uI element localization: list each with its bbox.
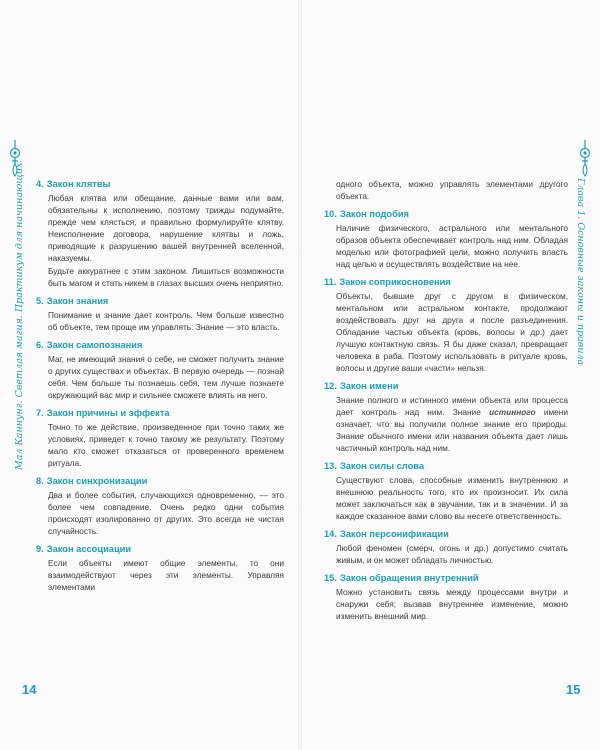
law-title: Закон ассоциации [46,544,132,554]
law-number: 14. [324,529,337,539]
law-number: 6. [36,340,44,350]
law-heading [324,276,568,288]
law-10 [324,208,568,270]
law-12 [324,380,568,454]
paragraph: Существуют слова, способные изменить внутреннюю и внешнюю реальность того, кто их произносит. Их сила может заключаться как в звучании, так и в значении. И за каждое сказанное вами слово вы несете ответственность. [336,475,568,521]
law-body [36,309,284,333]
law-15 [324,572,568,622]
right-column [324,178,568,628]
law-title: Закон персонификации [339,529,449,539]
law-8 [36,475,284,537]
law-14 [324,528,568,566]
law-heading [324,208,568,220]
law-heading [324,380,568,392]
law-heading [324,572,568,584]
law-body [324,394,568,454]
law-7 [36,407,284,469]
law-5 [36,295,284,333]
running-header-left: Мал Каннунг. Светлая магия. Практикум для начинающих [14,162,25,470]
paragraph: Понимание и знание дает контроль. Чем больше известно об объекте, тем проще им управлять. Знание — это власть. [48,310,284,332]
law-number: 10. [324,209,337,219]
law-heading [36,178,284,190]
paragraph: Точно то же действие, произведенное при точно таких же условиях, приведет к точно такому же результату. Поэтому мало кто сможет отказаться от проверенного временем ритуала. [48,422,284,468]
page-number-left: 14 [22,682,37,697]
law-body [36,353,284,401]
law-body [36,421,284,469]
left-column [36,178,284,599]
law-number: 5. [36,296,44,306]
law-13 [324,460,568,522]
paragraph: Наличие физического, астрального или ментального образов объекта обеспечивает контроль над ним. Обладая моделью или фотографией цели, можно получить власть над целью и осуществлять воздействие на нее. [336,223,568,269]
law-body [324,542,568,566]
law-title: Закон обращения внутренний [339,573,479,583]
law-number: 13. [324,461,337,471]
law-body [324,586,568,622]
law-9 [36,543,284,593]
paragraph: Маг, не имеющий знания о себе, не сможет получить знание о других существах и объектах. В первую очередь — познай себя. Чем больше ты познаешь себя, тем лучше познаете окружающий вас мир и сильнее сможете влиять на него. [48,354,284,400]
paragraph [336,394,568,454]
law-heading [324,460,568,472]
law-4 [36,178,284,289]
law-title: Закон синхронизации [46,476,148,486]
law-title: Закон подобия [339,209,409,219]
text-run: Знание полного и истинного имени объекта или процесса дает контроль над ним. Знание [336,395,568,417]
paragraph: Любая клятва или обещание, данные вами или вам, обязательны к исполнению, поэтому трижды подумайте, прежде чем клясться, и правильно формулируйте клятву. Неисполнение договора, нарушение клятвы и ложь, приводящие к разрушению вашей внутренней вселенной, наказуемы. [48,193,284,263]
law-title: Закон самопознания [46,340,143,350]
law-title: Закон силы слова [339,461,425,471]
law-title: Закон причины и эффекта [46,408,170,418]
law-title: Закон клятвы [46,179,111,189]
law-number: 15. [324,573,337,583]
page-number-right: 15 [566,682,581,697]
law-number: 8. [36,476,44,486]
law-11 [324,276,568,374]
law-body [324,222,568,270]
book-gutter [298,0,302,750]
law-number: 9. [36,544,44,554]
law-body [36,192,284,289]
law-number: 4. [36,179,44,189]
paragraph: Можно установить связь между процессами внутри и снаружи себя; вызвав внутреннее изменение, можно изменить внешний мир. [336,587,568,621]
text-run: имени означает, что вы получили полное знание его природы. Знание обычного имени или названия объекта дает лишь частичный контроль над ним. [336,407,568,453]
law-body [324,290,568,374]
law-number: 7. [36,408,44,418]
emphasis-text: истинного [489,407,536,417]
running-header-right: Глава 1. Основные законы и правила [575,178,586,366]
law-6 [36,339,284,401]
law-heading [36,339,284,351]
law-body [36,489,284,537]
paragraph: Любой феномен (смерч, огонь и др.) допустимо считать живым, и он может обладать личностью. [336,543,568,565]
law-body [36,557,284,593]
paragraph: Два и более события, случающихся одновременно, — это более чем совпадение. Очень редко одни события происходят изолированно от других. Это всегда не чистая случайность. [48,490,284,536]
law-heading [324,528,568,540]
law-number: 12. [324,381,337,391]
law-title: Закон знания [46,296,109,306]
law-number: 11. [324,277,337,287]
law-heading [36,475,284,487]
paragraph: Объекты, бывшие друг с другом в физическом, ментальном или астральном контакте, продолжают воздействовать друг на друга и после разъединения. Обладание частью объекта (кровь, волосы и др.) дает лучшую контактную связь. Я бы даже сказал, превращает человека в раба. Поэтому использовать в ритуале кровь, волосы и другие ваши «части» нельзя. [336,291,568,373]
law-heading [36,295,284,307]
continued-paragraph: одного объекта, можно управлять элементами другого объекта. [336,179,568,201]
paragraph: Если объекты имеют общие элементы, то они взаимодействуют через эти элементы. Управляя элементами [48,558,284,592]
law-heading [36,407,284,419]
law-title: Закон имени [339,381,399,391]
paragraph: Будьте аккуратнее с этим законом. Лишиться возможности быть магом и стать никем в глазах высших очень неприятно. [48,266,284,288]
law-heading [36,543,284,555]
scroll-ornament-icon [579,140,591,180]
law-title: Закон соприкосновения [339,277,451,287]
law-body [324,474,568,522]
